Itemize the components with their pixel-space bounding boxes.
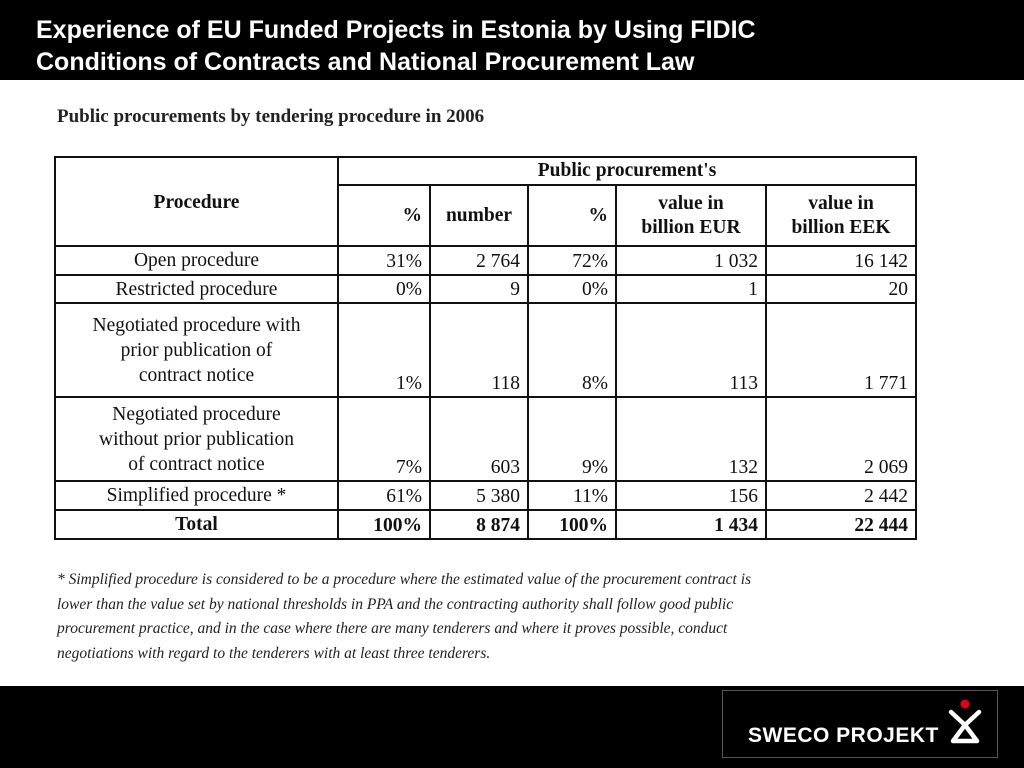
footnote-line: procurement practice, and in the case where there are many tenderers and where it proves possible, conduct: [57, 620, 728, 637]
cell-percent-count: 61%: [338, 481, 430, 510]
cell-number: 118: [430, 303, 528, 397]
procedure-line: without prior publication: [99, 428, 294, 450]
procedure-line: prior publication of: [120, 339, 273, 361]
row-procedure: [55, 303, 338, 397]
cell-value-eur: 1: [616, 275, 766, 303]
row-procedure: [55, 397, 338, 481]
procedure-line: contract notice: [138, 364, 255, 386]
cell-percent-count: 7%: [338, 397, 430, 481]
procedure-line: Open procedure: [133, 250, 260, 271]
slide-header: [0, 0, 1024, 80]
table-row: [55, 481, 916, 510]
table-title: Public procurements by tendering procedure in 2006: [57, 106, 485, 127]
cell-value-eek: 16 142: [766, 246, 916, 275]
header-value-eur-line1: value in: [658, 192, 724, 214]
header-procedure: Procedure: [55, 157, 338, 246]
procedure-line: of contract notice: [128, 453, 265, 475]
cell-percent-value: 8%: [528, 303, 616, 397]
total-value-eur: 1 434: [616, 510, 766, 539]
header-number: number: [430, 185, 528, 246]
header-percent-value: %: [528, 185, 616, 246]
cell-percent-count: 1%: [338, 303, 430, 397]
slide-title-line-1: Experience of EU Funded Projects in Estonia by Using FIDIC: [36, 16, 756, 44]
cell-number: 2 764: [430, 246, 528, 275]
sweco-logo-icon: [943, 698, 987, 748]
header-value-eek-line1: value in: [808, 192, 874, 214]
procedure-line: Restricted procedure: [115, 278, 278, 300]
row-procedure: [55, 246, 338, 275]
header-value-eek-line2: billion EEK: [791, 216, 891, 238]
slide-title-line-2: Conditions of Contracts and National Procurement Law: [36, 48, 695, 76]
header-public-procurement: Public procurement's: [338, 157, 916, 185]
cell-percent-count: 31%: [338, 246, 430, 275]
header-percent-count: %: [338, 185, 430, 246]
cell-value-eur: 113: [616, 303, 766, 397]
cell-percent-value: 72%: [528, 246, 616, 275]
procurement-table: [54, 156, 917, 540]
header-value-eur: [616, 185, 766, 246]
footnote-line: lower than the value set by national thresholds in PPA and the contracting authority shall follow good public: [57, 595, 734, 613]
cell-number: 5 380: [430, 481, 528, 510]
cell-number: 603: [430, 397, 528, 481]
row-procedure: [55, 481, 338, 510]
table-row: [55, 246, 916, 275]
cell-number: 9: [430, 275, 528, 303]
cell-percent-count: 0%: [338, 275, 430, 303]
footnote: [57, 568, 997, 666]
total-percent-value: 100%: [528, 510, 616, 539]
logo-text: SWECO PROJEKT: [748, 724, 939, 747]
cell-percent-value: 11%: [528, 481, 616, 510]
procedure-line: Negotiated procedure with: [92, 314, 301, 336]
cell-value-eek: 2 442: [766, 481, 916, 510]
table-row: [55, 303, 916, 397]
total-number: 8 874: [430, 510, 528, 539]
footnote-line: negotiations with regard to the tenderers with at least three tenderers.: [57, 644, 491, 662]
cell-value-eek: 20: [766, 275, 916, 303]
total-value-eek: 22 444: [766, 510, 916, 539]
cell-value-eek: 1 771: [766, 303, 916, 397]
cell-percent-value: 0%: [528, 275, 616, 303]
procedure-line: Simplified procedure *: [106, 485, 287, 506]
header-value-eek: [766, 185, 916, 246]
total-percent-count: 100%: [338, 510, 430, 539]
total-label: Total: [55, 510, 338, 539]
table-row: [55, 275, 916, 303]
footnote-line: * Simplified procedure is considered to be a procedure where the estimated value of the procurement contract is: [57, 571, 752, 588]
cell-value-eek: 2 069: [766, 397, 916, 481]
cell-value-eur: 156: [616, 481, 766, 510]
table-row: [55, 397, 916, 481]
cell-percent-value: 9%: [528, 397, 616, 481]
cell-value-eur: 1 032: [616, 246, 766, 275]
cell-value-eur: 132: [616, 397, 766, 481]
header-value-eur-line2: billion EUR: [641, 216, 741, 238]
row-procedure: [55, 275, 338, 303]
table-total-row: [55, 510, 916, 539]
procedure-line: Negotiated procedure: [112, 403, 281, 425]
